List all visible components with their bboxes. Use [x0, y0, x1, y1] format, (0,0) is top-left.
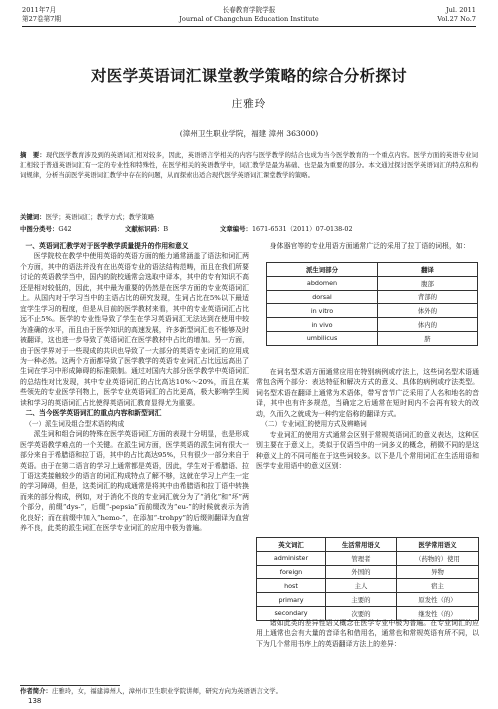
word-meaning-table [256, 537, 479, 621]
table-row [257, 551, 479, 565]
abstract-label: 摘 要： [20, 151, 46, 159]
document-code [125, 224, 169, 234]
table-cell: 体内的 [378, 318, 478, 332]
table-cell: primary [257, 593, 326, 607]
table-cell: 主要的 [326, 593, 397, 607]
table-cell: 异物 [397, 565, 479, 579]
footnote-label: 作者简介： [20, 687, 52, 695]
table-cell: 原发性（的） [397, 593, 479, 607]
paragraph: 在词名型术语方面通常应用在特别病例或疗法上，这些词名型术语通常包含两个部分：表达特征和解决方式的意义、具体的病例或疗法类型。词名型术语在翻译上通常为术语体，带写音节广泛采用了人名和地名的音译，其中也有许多规范，当确定之后通常在短时间内不会再有较大的改动，久而久之就成为一种约定俗称的翻译方式。 [256, 368, 479, 418]
paragraph: 专业词汇的使用方式通常会区别于常规英语词汇的意义表达，这种区别主要在于意义上，类似于仅语当中的一词多义的概念，稍微不同的是这种意义上的不同可能在于这些词较多。以下是几个常用词汇在生活用语和医学专业用语中的意义区别： [256, 430, 479, 471]
article-number [220, 224, 353, 234]
table-row [257, 565, 479, 579]
table-row [257, 579, 479, 593]
subsection-heading: （二）专业词汇的使用方式及辨略词 [261, 420, 367, 429]
table-row [267, 318, 478, 332]
table-cell: 腹部 [378, 276, 478, 290]
table-header-row [267, 263, 478, 277]
table-cell: 体外的 [378, 304, 478, 318]
table-cell: administer [257, 551, 326, 565]
table-header-cell: 翻译 [378, 263, 478, 277]
abstract-text: 现代医学教育涉及到的英语词汇相对较多，因此，英语语言学相关的内容与医学教学的结合也成为当今医学教育的一个重点内容。医学方面的英语专业词汇相较于普通英语词汇有一定的专业性和特殊性，在医学相关的英语教学中，词汇教学是最为基础、也是最为重要的部分。本文通过探讨医学英语词汇的特点和构词规律，分析当前医学英语词汇教学中存在的问题，从而探索出适合现代医学英语词汇课堂教学的策略。 [20, 151, 479, 180]
paragraph: 医学院校在教学中使用英语的英语方面的能力通常涵盖了语法和词汇两个方面，其中的语法并没有在出英语专业的语法结构范畴，而且在我们所要讨论的英语教学当中，国内的院校通常会选取中译本，其中的专有知识不高还是相对较低的，因此，其中最为重要的仍然是在医学方面的专业英语词汇上。从国内对于学习当中的主语占比的研究发现，生词占比在5%以下最适宜学生学习的程度，但是从目前的医学教材来看，其中的专业英语词汇占比远不止5%。医学的专业性导致了学生在学习英语词汇无法达到在使用中较为准确的水平，而且由于医学知识的高速发展，许多新型词汇也不能够及时被翻译，这也进一步导致了英语词汇在医学教材中占比的增加。另一方面，由于医学界对于一些现成的共识也导致了一大部分的英语专业词汇的应用成为一种必然。这两个方面都导致了医学教学的英语专业词汇占比远远高出了生词在学习中形成障碍的标准限制。通过对国内大部分医学教学中英语词汇的总结性对比发现，其中专业英语词汇的占比高达10%～20%，而且在某些领先的专业医学刊物上，医学专业英语词汇的占比更高，极大影响学生阅读和学习的英语词汇占比使得英语词汇教育显得尤为重要。 [20, 252, 249, 407]
latin-root-table [266, 262, 478, 346]
clc-number [20, 224, 72, 234]
table-row [257, 593, 479, 607]
keywords-text: 医学；英语词汇；教学方式；教学策略 [45, 213, 155, 221]
article-number-value: 1671-6531（2011）07-0138-02 [251, 225, 353, 233]
table-cell: abdomen [267, 276, 378, 290]
keywords-label: 关键词： [20, 213, 46, 221]
table-row [267, 276, 478, 290]
table-row [267, 304, 478, 318]
table-cell: （药物的）使用 [397, 551, 479, 565]
keywords [20, 212, 478, 222]
table-cell: in vivo [267, 318, 378, 332]
issue-date-en [437, 6, 476, 24]
running-header [22, 6, 476, 28]
table-cell: dorsal [267, 290, 378, 304]
issue-date-line1: 2011年7月 [22, 6, 57, 14]
table-header-cell: 英文词汇 [257, 538, 326, 552]
table-cell: host [257, 579, 326, 593]
right-column-intro [256, 241, 479, 251]
abstract [20, 150, 478, 181]
author-name: 庄雅玲 [231, 98, 267, 110]
table-cell: in vitro [267, 304, 378, 318]
section-heading-2: 二、当今医学英语词汇的重点内容和新型词汇 [25, 409, 162, 418]
table-row [267, 290, 478, 304]
table-cell: 继发性（的） [397, 606, 479, 620]
table-row [267, 331, 478, 345]
author-footnote [20, 687, 282, 696]
table-cell: 管理者 [326, 551, 397, 565]
table-header-cell: 医学常用语义 [397, 538, 479, 552]
journal-name-cn: 长春教育学院学报 [222, 6, 276, 14]
table-cell: 次要的 [326, 606, 397, 620]
right-column-body [256, 367, 479, 472]
right-column-closing [256, 618, 479, 649]
table-header-cell: 生活常用语义 [326, 538, 397, 552]
table-cell: secondary [257, 606, 326, 620]
paragraph: 身体器官等的专业用语方面通常广泛的采用了拉丁语的词根，如： [269, 242, 470, 250]
footnote-text: 庄雅玲，女，福建漳州人，漳州市卫生职业学院讲师，研究方向为英语语言文学。 [51, 687, 283, 695]
table-cell: 宿主 [397, 579, 479, 593]
page-number: 138 [28, 697, 42, 705]
table-header-row [257, 538, 479, 552]
subsection-heading: （一）派生词及组合型术语的构成 [25, 419, 125, 428]
header-rule [22, 26, 476, 27]
footnote-rule [20, 685, 120, 686]
author-affiliation: (漳州卫生职业学院，福建 漳州 363000) [179, 129, 319, 138]
journal-name-en: Journal of Changchun Education Institute [179, 15, 319, 23]
issue-date-en-line1: Jul. 2011 [446, 6, 476, 14]
document-code-value: B [163, 225, 169, 233]
table-cell: 背部的 [378, 290, 478, 304]
paragraph: 诸如此类的差异性语义概念在医学专业中极为普遍。在专业词汇的应用上通常也会有大量的音译名和借用名，通常也和常规英语有所不同，以下为几个常用书序上的英语翻译方法上的差异： [256, 619, 479, 648]
section-heading-1: 一、英语词汇教学对于医学教学质量提升的作用和意义 [25, 242, 189, 250]
table-cell: 外国的 [326, 565, 397, 579]
issue-volume-line: 第27卷第7期 [22, 15, 61, 23]
clc-value: G42 [58, 225, 72, 233]
table-cell: 主人 [326, 579, 397, 593]
document-code-label: 文献标识码： [125, 225, 164, 233]
table-cell: umbilicus [267, 331, 378, 345]
paragraph: 派生词和组合词的特殊在医学英语词汇方面的表现十分明显，也是形成医学英语教学难点的一个关键。在派生词方面，医学英语的派生词有很大一部分来自于希腊语和拉丁语，其中的占比高达95%，只有很少一部分来自于英语。由于在第二语言的学习上通常都是英语，因此，学生对于希腊语、拉丁语这类接触较少的语言的词汇构成特点了解不够，这就在学习上产生一定的学习障碍，但是，这类词汇的构成通常是将其中由希腊语和拉丁语中转换而来的部分构成，例如，对于消化不良的专业词汇就分为了“消化”和“坏”两个部分，前缀“dys-”，后缀“-pepsia”而前缀改为“eu-”的时候就表示为消化良好；而在前缀中加入“hemo-”，在添加“-trohpy”的后缀则翻译为血营养不良，此类的派生词汇在医学专业词汇的应用中极为普遍。 [20, 430, 249, 533]
left-column [20, 241, 249, 534]
article-title: 对医学英语词汇课堂教学策略的综合分析探讨 [90, 67, 407, 85]
table-cell: 脐 [378, 331, 478, 345]
table-header-cell: 派生词部分 [267, 263, 378, 277]
clc-label: 中图分类号： [20, 225, 59, 233]
journal-name [22, 6, 476, 24]
article-number-label: 文章编号： [220, 225, 252, 233]
table-cell: foreign [257, 565, 326, 579]
issue-volume-en-line: Vol.27 No.7 [437, 15, 476, 23]
